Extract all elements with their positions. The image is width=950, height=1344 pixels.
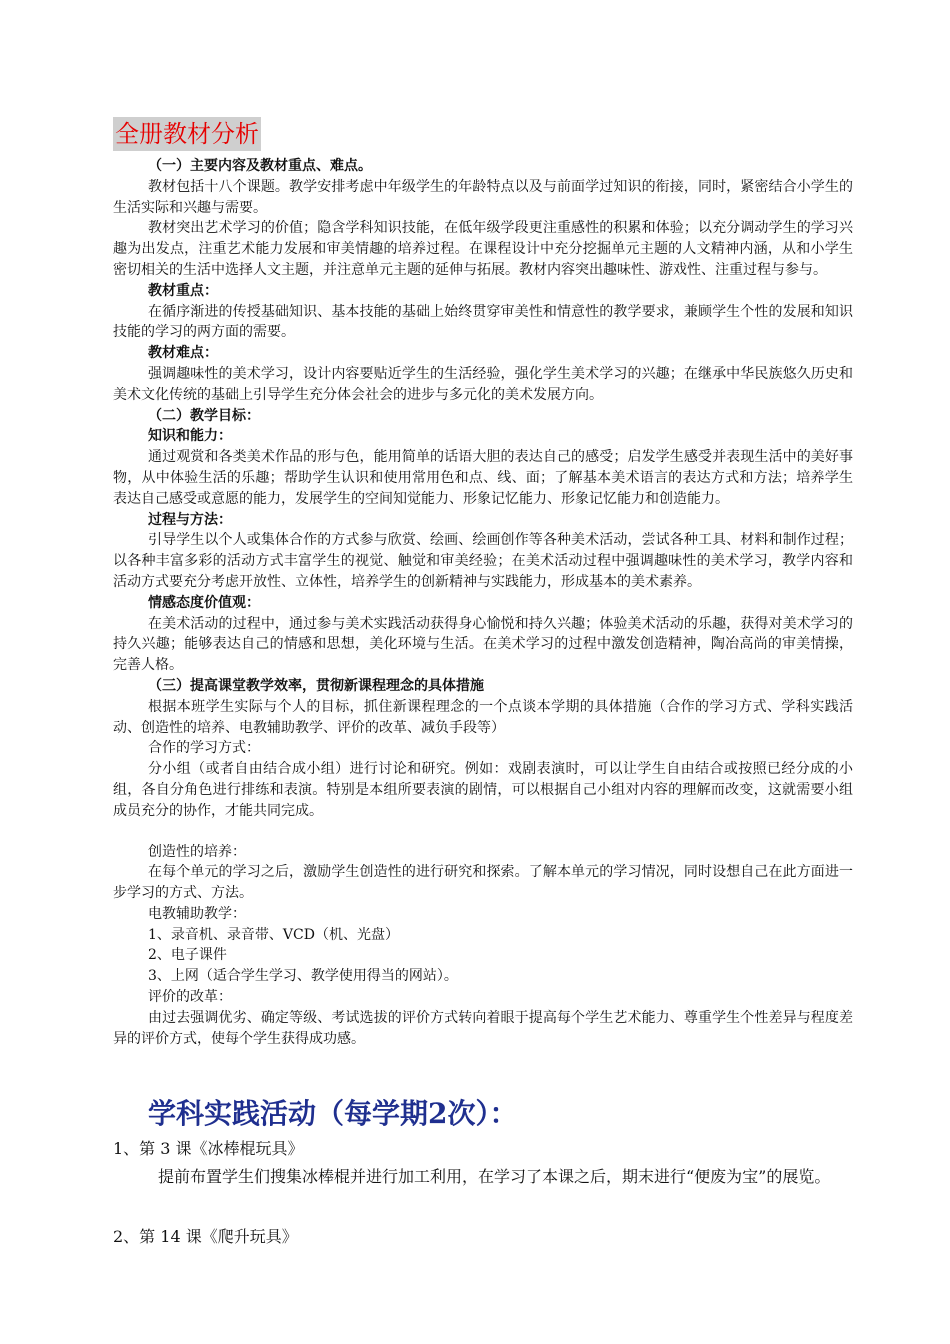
spacer	[113, 822, 853, 842]
paragraph: 教材突出艺术学习的价值；隐含学科知识技能，在低年级学段更注重感性的积累和体验；以充分调动学生的学习兴趣为出发点，注重艺术能力发展和审美情趣的培养过程。在课程设计中充分挖掘单元主题的人文精神内涵，从和小学生密切相关的生活中选择人文主题，并注意单元主题的延伸与拓展。教材内容突出趣味性、游戏性、注重过程与参与。	[113, 220, 853, 278]
lesson-item-1: 1、第 3 课《冰棒棍玩具》	[113, 1139, 304, 1158]
lesson-1-description: 提前布置学生们搜集冰棒棍并进行加工利用，在学习了本课之后，期末进行“便废为宝”的展览。	[158, 1167, 831, 1186]
paragraph: 分小组（或者自由结合成小组）进行讨论和研究。例如：戏剧表演时，可以让学生自由结合或按照已经分成的小组，各自分角色进行排练和表演。特别是本组所要表演的剧情，可以根据自己小组对内容的理解而改变，这就需要小组成员充分的协作，才能共同完成。	[113, 761, 853, 819]
analysis-body	[113, 156, 853, 1049]
paragraph: 根据本班学生实际与个人的目标，抓住新课程理念的一个点谈本学期的具体措施（合作的学习方式、学科实践活动、创造性的培养、电教辅助教学、评价的改革、减负手段等）	[113, 698, 853, 736]
paragraph: 在美术活动的过程中，通过参与美术实践活动获得身心愉悦和持久兴趣；体验美术活动的乐趣，获得对美术学习的持久兴趣；能够表达自己的情感和思想，美化环境与生活。在美术学习的过程中激发创造精神，陶冶高尚的审美情操，完善人格。	[113, 615, 853, 674]
coop-label: 合作的学习方式：	[148, 740, 260, 757]
paragraph: 教材包括十八个课题。教学安排考虑中年级学生的年龄特点以及与前面学过知识的衔接，同时，紧密结合小学生的生活实际和兴趣与需要。	[113, 178, 853, 216]
section-heading-3: （三）提高课堂教学效率，贯彻新课程理念的具体措施	[148, 677, 484, 694]
paragraph: 在每个单元的学习之后，激励学生创造性的进行研究和探索。了解本单元的学习情况，同时设想自己在此方面进一步学习的方式、方法。	[113, 864, 853, 902]
list-item: 1、录音机、录音带、VCD（机、光盘）	[148, 926, 399, 943]
process-label: 过程与方法：	[148, 511, 232, 528]
practice-heading	[148, 1092, 518, 1136]
av-label: 电教辅助教学：	[148, 905, 246, 922]
lesson-item-2: 2、第 14 课《爬升玩具》	[113, 1227, 298, 1246]
paragraph: 通过观赏和各类美术作品的形与色，能用简单的话语大胆的表达自己的感受；启发学生感受并表现生活中的美好事物，从中体验生活的乐趣；帮助学生认识和使用常用色和点、线、面；了解基本美术语言的表达方式和方法；培养学生表达自己感受或意愿的能力，发展学生的空间知觉能力、形象记忆能力、形象记忆能力和创造能力。	[113, 449, 853, 507]
section-heading-2: （二）教学目标：	[148, 407, 260, 424]
list-item: 3、上网（适合学生学习、教学使用得当的网站）。	[148, 968, 458, 985]
practice-heading-post: 次）：	[447, 1097, 518, 1130]
knowledge-label: 知识和能力：	[148, 428, 232, 445]
section-heading-1: （一）主要内容及教材重点、难点。	[148, 158, 372, 174]
paragraph: 由过去强调优劣、确定等级、考试选拔的评价方式转向着眼于提高每个学生艺术能力、尊重学生个性差异与程度差异的评价方式，使每个学生获得成功感。	[113, 1009, 853, 1047]
paragraph: 强调趣味性的美术学习，设计内容要贴近学生的生活经验，强化学生美术学习的兴趣；在继承中华民族悠久历史和美术文化传统的基础上引导学生充分体会社会的进步与多元化的美术发展方向。	[113, 365, 853, 403]
creative-label: 创造性的培养：	[148, 843, 246, 860]
practice-heading-pre: 学科实践活动（每学期	[148, 1097, 429, 1130]
paragraph: 在循序渐进的传授基础知识、基本技能的基础上始终贯穿审美性和情意性的教学要求，兼顾学生个性的发展和知识技能的学习的两方面的需要。	[113, 303, 853, 341]
eval-label: 评价的改革：	[148, 989, 232, 1006]
list-item: 2、电子课件	[148, 947, 227, 964]
key-points-label: 教材重点：	[148, 282, 218, 299]
page-title: 全册教材分析	[113, 117, 261, 151]
paragraph: 引导学生以个人或集体合作的方式参与欣赏、绘画、绘画创作等各种美术活动，尝试各种工具、材料和制作过程；以各种丰富多彩的活动方式丰富学生的视觉、触觉和审美经验；在美术活动过程中强调趣味性的美术学习，教学内容和活动方式要充分考虑开放性、立体性，培养学生的创新精神与实践能力，形成基本的美术素养。	[113, 532, 853, 590]
difficulty-label: 教材难点：	[148, 345, 218, 362]
attitude-label: 情感态度价值观：	[148, 594, 260, 611]
practice-heading-num: 2	[428, 1097, 448, 1130]
